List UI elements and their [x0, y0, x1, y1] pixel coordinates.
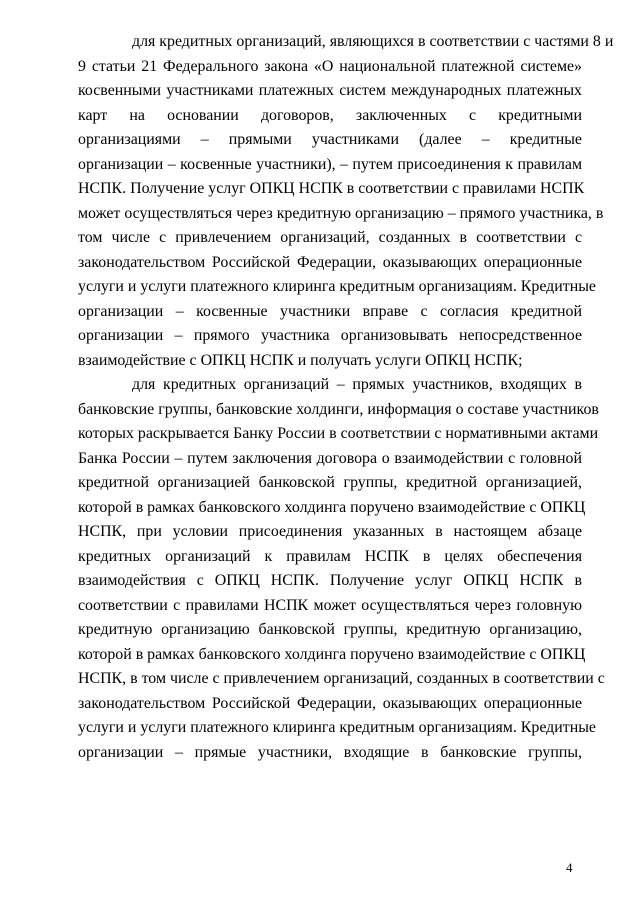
text-line: карт на основании договоров, заключенных с кредитными: [78, 106, 582, 124]
text-line: организации – прямого участника организовывать непосредственное: [78, 327, 582, 344]
text-line: услуги и услуги платежного клиринга кредитным организациям. Кредитные: [78, 719, 596, 736]
text-line: НСПК, при условии присоединения указанных в настоящем абзаце: [78, 523, 582, 540]
text-line: кредитной организацией банковской группы, кредитной организацией,: [78, 474, 582, 491]
text-line: НСПК, в том числе с привлечением организаций, созданных в соответствии с: [78, 670, 605, 687]
page-number: 4: [566, 860, 573, 875]
text-line: взаимодействия с ОПКЦ НСПК. Получение услуг ОПКЦ НСПК в: [78, 572, 582, 589]
text-line: НСПК. Получение услуг ОПКЦ НСПК в соответствии с правилами НСПК: [78, 180, 585, 197]
text-line: банковские группы, банковские холдинги, информация о составе участников: [78, 400, 599, 418]
text-line: для кредитных организаций – прямых участников, входящих в: [132, 376, 582, 393]
body-text: [78, 30, 614, 765]
text-line: соответствии с правилами НСПК может осуществляться через головную: [78, 596, 582, 614]
text-line: косвенными участниками платежных систем международных платежных: [78, 82, 582, 99]
text-line: законодательством Российской Федерации, оказывающих операционные: [78, 253, 582, 271]
text-line: которых раскрывается Банку России в соответствии с нормативными актами: [78, 425, 599, 442]
text-line: которой в рамках банковского холдинга поручено взаимодействие с ОПКЦ: [78, 498, 586, 516]
text-line: взаимодействие с ОПКЦ НСПК и получать услуги ОПКЦ НСПК;: [78, 351, 523, 369]
text-line: которой в рамках банковского холдинга поручено взаимодействие с ОПКЦ: [78, 645, 586, 663]
paragraph-indirect-participants: [78, 30, 614, 373]
paragraph-direct-participants: [78, 373, 605, 765]
text-line: кредитную организацию банковской группы, кредитную организацию,: [78, 621, 582, 638]
text-line: кредитных организаций к правилам НСПК в целях обеспечения: [78, 547, 582, 565]
text-line: том числе с привлечением организаций, созданных в соответствии с: [78, 229, 582, 246]
text-line: 9 статьи 21 Федерального закона «О национальной платежной системе»: [78, 57, 582, 75]
text-line: организации – косвенные участники), – путем присоединения к правилам: [78, 155, 582, 173]
text-line: услуги и услуги платежного клиринга кредитным организациям. Кредитные: [78, 278, 596, 295]
text-line: Банка России – путем заключения договора о взаимодействии с головной: [78, 449, 582, 467]
text-line: организациями – прямыми участниками (далее – кредитные: [78, 131, 582, 148]
text-line: может осуществляться через кредитную организацию – прямого участника, в: [78, 204, 604, 222]
text-line: законодательством Российской Федерации, оказывающих операционные: [78, 694, 582, 712]
text-line: для кредитных организаций, являющихся в соответствии с частями 8 и: [132, 33, 614, 50]
text-line: организации – косвенные участники вправе с согласия кредитной: [78, 302, 582, 320]
text-line: организации – прямые участники, входящие в банковские группы,: [78, 743, 582, 761]
